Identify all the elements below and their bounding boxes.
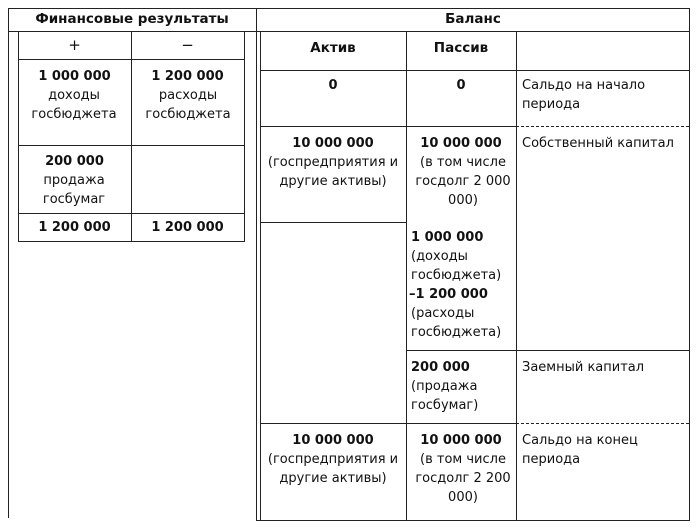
fr-plus-label-2: продажа госбумаг <box>42 173 106 207</box>
financial-results-title: Финансовые результаты <box>35 11 229 27</box>
borrowed-liability <box>411 358 513 415</box>
balance-title: Баланс <box>445 11 501 27</box>
closing-balance-label: Сальдо на конец периода <box>522 433 638 467</box>
closing-asset-value: 10 000 000 <box>292 433 374 448</box>
fr-total-minus: 1 200 000 <box>151 220 224 235</box>
equity-asset-value: 10 000 000 <box>292 136 374 151</box>
opening-liability: 0 <box>456 78 466 93</box>
fr-plus-value-2: 200 000 <box>45 154 104 169</box>
col-minus-header: − <box>181 36 194 54</box>
borrowed-liability-note: (продажа госбумаг) <box>411 379 479 413</box>
budget-expense-value: –1 200 000 <box>409 287 488 302</box>
right-row-line-3 <box>406 350 689 351</box>
fr-total-plus: 1 200 000 <box>38 220 111 235</box>
budget-income-value: 1 000 000 <box>411 230 484 245</box>
tables-divider <box>256 8 257 521</box>
fr-plus-value-1: 1 000 000 <box>38 69 111 84</box>
left-inner-left <box>18 31 19 242</box>
fr-minus-value-1: 1 200 000 <box>151 69 224 84</box>
left-inner-mid <box>131 31 132 242</box>
equity-label: Собственный капитал <box>522 136 674 151</box>
fr-plus-label-1: доходы госбюджета <box>31 88 117 122</box>
left-row-line-3 <box>18 213 244 214</box>
col-liability-header: Пассив <box>433 40 489 56</box>
closing-liability-note: (в том числе госдолг 2 200 000) <box>415 452 511 505</box>
liability-label-divider <box>516 31 517 520</box>
opening-balance-label: Сальдо на начало периода <box>522 78 646 112</box>
left-top-border <box>8 8 256 9</box>
budget-expense-note: (расходы госбюджета) <box>411 306 502 340</box>
right-dash-1 <box>516 126 689 127</box>
left-row-line-2 <box>18 145 244 146</box>
equity-liability-note: (в том числе госдолг 2 000 000) <box>415 155 511 208</box>
left-row-line-1 <box>18 59 244 60</box>
right-header-border <box>256 31 690 32</box>
left-inner-right <box>244 31 245 242</box>
right-outer-border <box>689 8 690 521</box>
left-row-line-4 <box>18 241 244 242</box>
col-asset-header: Актив <box>310 40 356 56</box>
right-row-line-4 <box>260 423 516 424</box>
budget-income-note: (доходы госбюджета) <box>411 249 502 283</box>
right-top-border <box>256 8 690 9</box>
borrowed-liability-value: 200 000 <box>411 360 470 375</box>
fr-minus-label-1: расходы госбюджета <box>145 88 231 122</box>
borrowed-capital-label: Заемный капитал <box>522 360 645 375</box>
right-col-header-border <box>260 70 689 71</box>
right-dash-2 <box>516 423 689 424</box>
left-header-border <box>8 31 256 32</box>
opening-asset: 0 <box>328 78 338 93</box>
closing-asset-note: (госпредприятия и другие активы) <box>267 452 399 486</box>
right-row-line-2 <box>260 222 406 223</box>
equity-liability-value: 10 000 000 <box>420 136 502 151</box>
equity-asset-note: (госпредприятия и другие активы) <box>267 155 399 189</box>
left-outer-border <box>8 8 9 518</box>
right-bottom-border <box>256 520 690 521</box>
col-plus-header: + <box>68 36 81 54</box>
right-row-line-1 <box>260 126 516 127</box>
closing-liability-value: 10 000 000 <box>420 433 502 448</box>
